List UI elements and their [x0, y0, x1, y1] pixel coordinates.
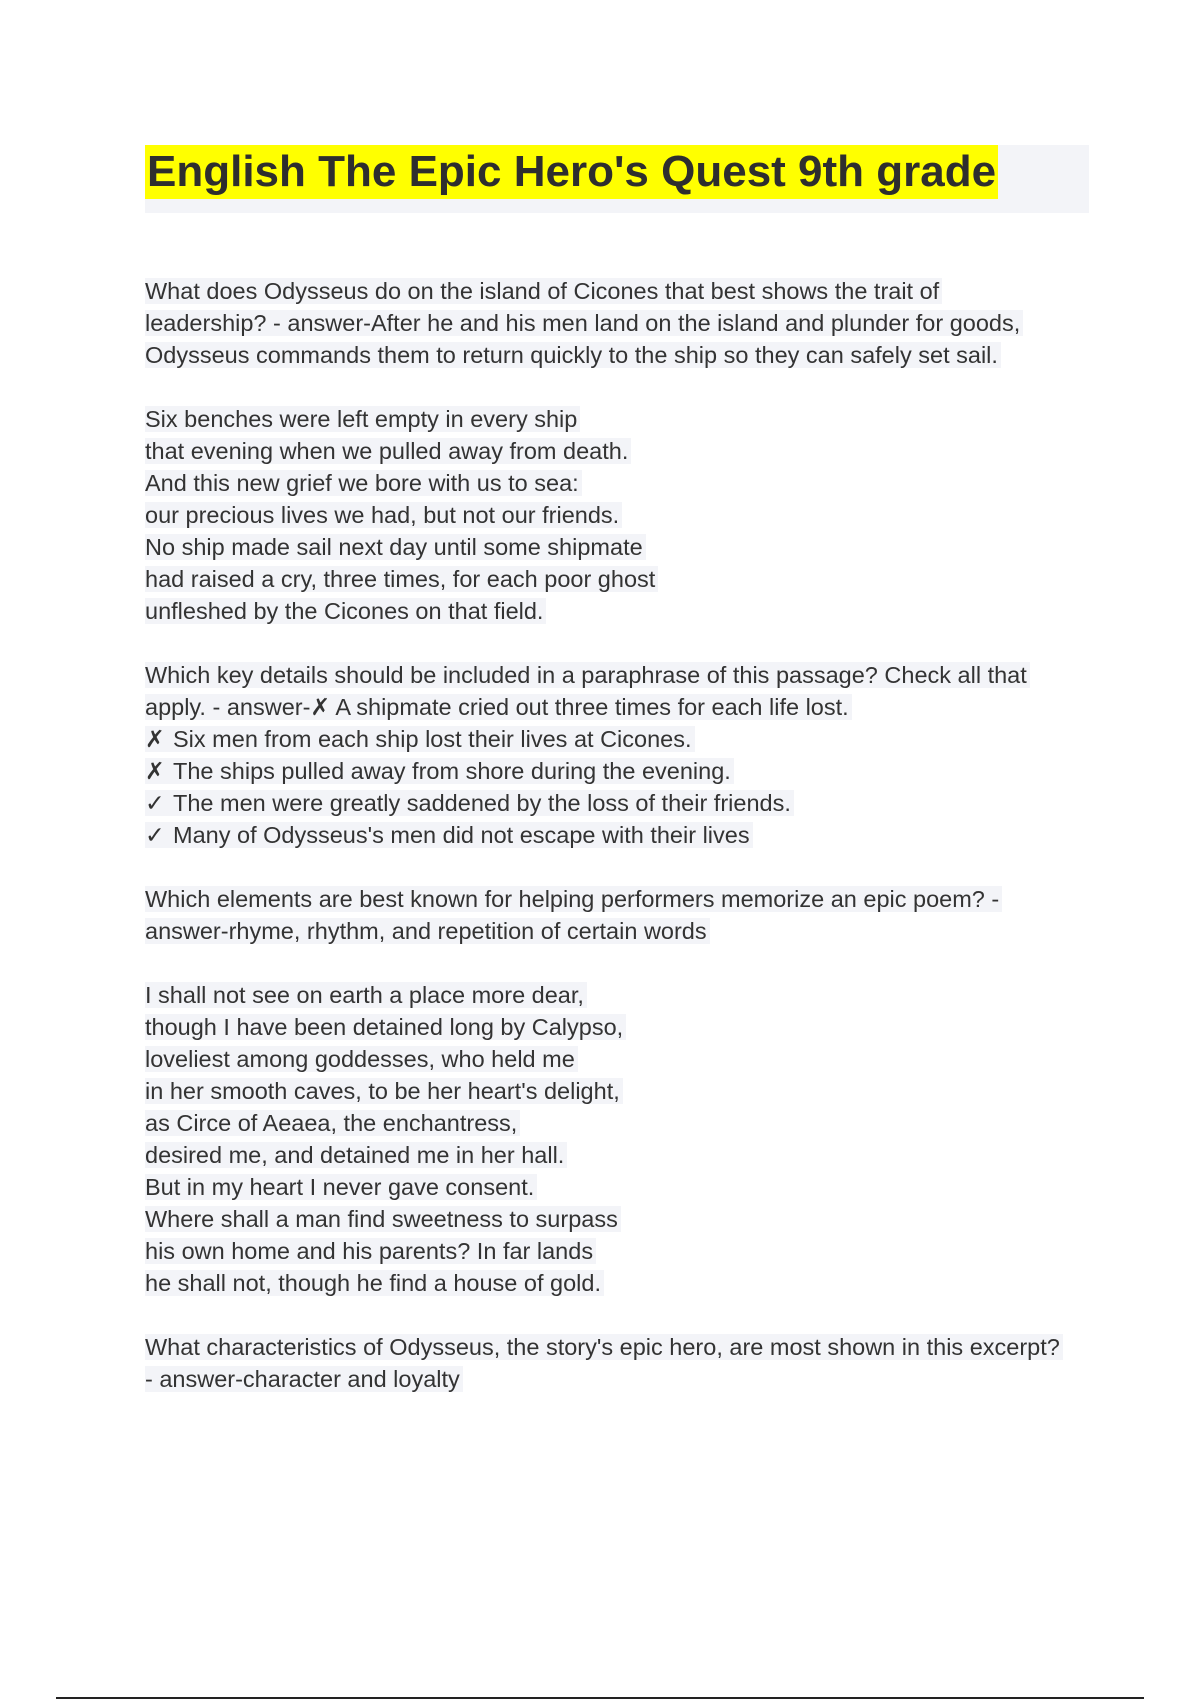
document-body: [145, 275, 1095, 1395]
text-line: Which key details should be included in a paraphrase of this passage? Check all that: [145, 659, 1095, 691]
question-paraphrase: [145, 659, 1095, 851]
poem-line: his own home and his parents? In far lands: [145, 1235, 1095, 1267]
poem-line: unfleshed by the Cicones on that field.: [145, 595, 1095, 627]
question-characteristics: [145, 1331, 1095, 1395]
text-line: Which elements are best known for helping performers memorize an epic poem? -: [145, 883, 1095, 915]
text-line: leadership? - answer-After he and his men land on the island and plunder for goods,: [145, 307, 1095, 339]
poem-line: And this new grief we bore with us to sea:: [145, 467, 1095, 499]
footer-divider: [56, 1697, 1144, 1699]
answer-option: ✗ The ships pulled away from shore during the evening.: [145, 755, 1095, 787]
paragraph-gap: [145, 627, 1095, 659]
answer-option: ✗ Six men from each ship lost their lives at Cicones.: [145, 723, 1095, 755]
poem-passage-cicones: [145, 403, 1095, 627]
poem-line: had raised a cry, three times, for each poor ghost: [145, 563, 1095, 595]
poem-line: I shall not see on earth a place more dear,: [145, 979, 1095, 1011]
poem-line: No ship made sail next day until some shipmate: [145, 531, 1095, 563]
document-title: English The Epic Hero's Quest 9th grade: [145, 145, 998, 199]
text-line: - answer-character and loyalty: [145, 1363, 1095, 1395]
question-leadership: [145, 275, 1095, 371]
poem-line: loveliest among goddesses, who held me: [145, 1043, 1095, 1075]
text-line: What does Odysseus do on the island of Cicones that best shows the trait of: [145, 275, 1095, 307]
poem-line: But in my heart I never gave consent.: [145, 1171, 1095, 1203]
question-memorize: [145, 883, 1095, 947]
poem-line: he shall not, though he find a house of gold.: [145, 1267, 1095, 1299]
paragraph-gap: [145, 947, 1095, 979]
poem-line: in her smooth caves, to be her heart's delight,: [145, 1075, 1095, 1107]
paragraph-gap: [145, 851, 1095, 883]
poem-line: desired me, and detained me in her hall.: [145, 1139, 1095, 1171]
poem-line: Where shall a man find sweetness to surpass: [145, 1203, 1095, 1235]
check-mark-icon: ✓: [145, 790, 165, 816]
check-mark-icon: ✓: [145, 822, 165, 848]
text-line: What characteristics of Odysseus, the story's epic hero, are most shown in this excerpt?: [145, 1331, 1095, 1363]
poem-line: that evening when we pulled away from death.: [145, 435, 1095, 467]
cross-mark-icon: ✗: [145, 758, 165, 784]
poem-line: Six benches were left empty in every ship: [145, 403, 1095, 435]
text-line: apply. - answer-✗ A shipmate cried out three times for each life lost.: [145, 691, 1095, 723]
cross-mark-icon: ✗: [145, 726, 165, 752]
poem-passage-home: [145, 979, 1095, 1299]
text-line: Odysseus commands them to return quickly to the ship so they can safely set sail.: [145, 339, 1095, 371]
text-line: answer-rhyme, rhythm, and repetition of certain words: [145, 915, 1095, 947]
answer-option: ✓ Many of Odysseus's men did not escape with their lives: [145, 819, 1095, 851]
poem-line: as Circe of Aeaea, the enchantress,: [145, 1107, 1095, 1139]
poem-line: though I have been detained long by Calypso,: [145, 1011, 1095, 1043]
answer-option: ✓ The men were greatly saddened by the loss of their friends.: [145, 787, 1095, 819]
poem-line: our precious lives we had, but not our friends.: [145, 499, 1095, 531]
title-block: [145, 145, 1089, 213]
paragraph-gap: [145, 371, 1095, 403]
paragraph-gap: [145, 1299, 1095, 1331]
